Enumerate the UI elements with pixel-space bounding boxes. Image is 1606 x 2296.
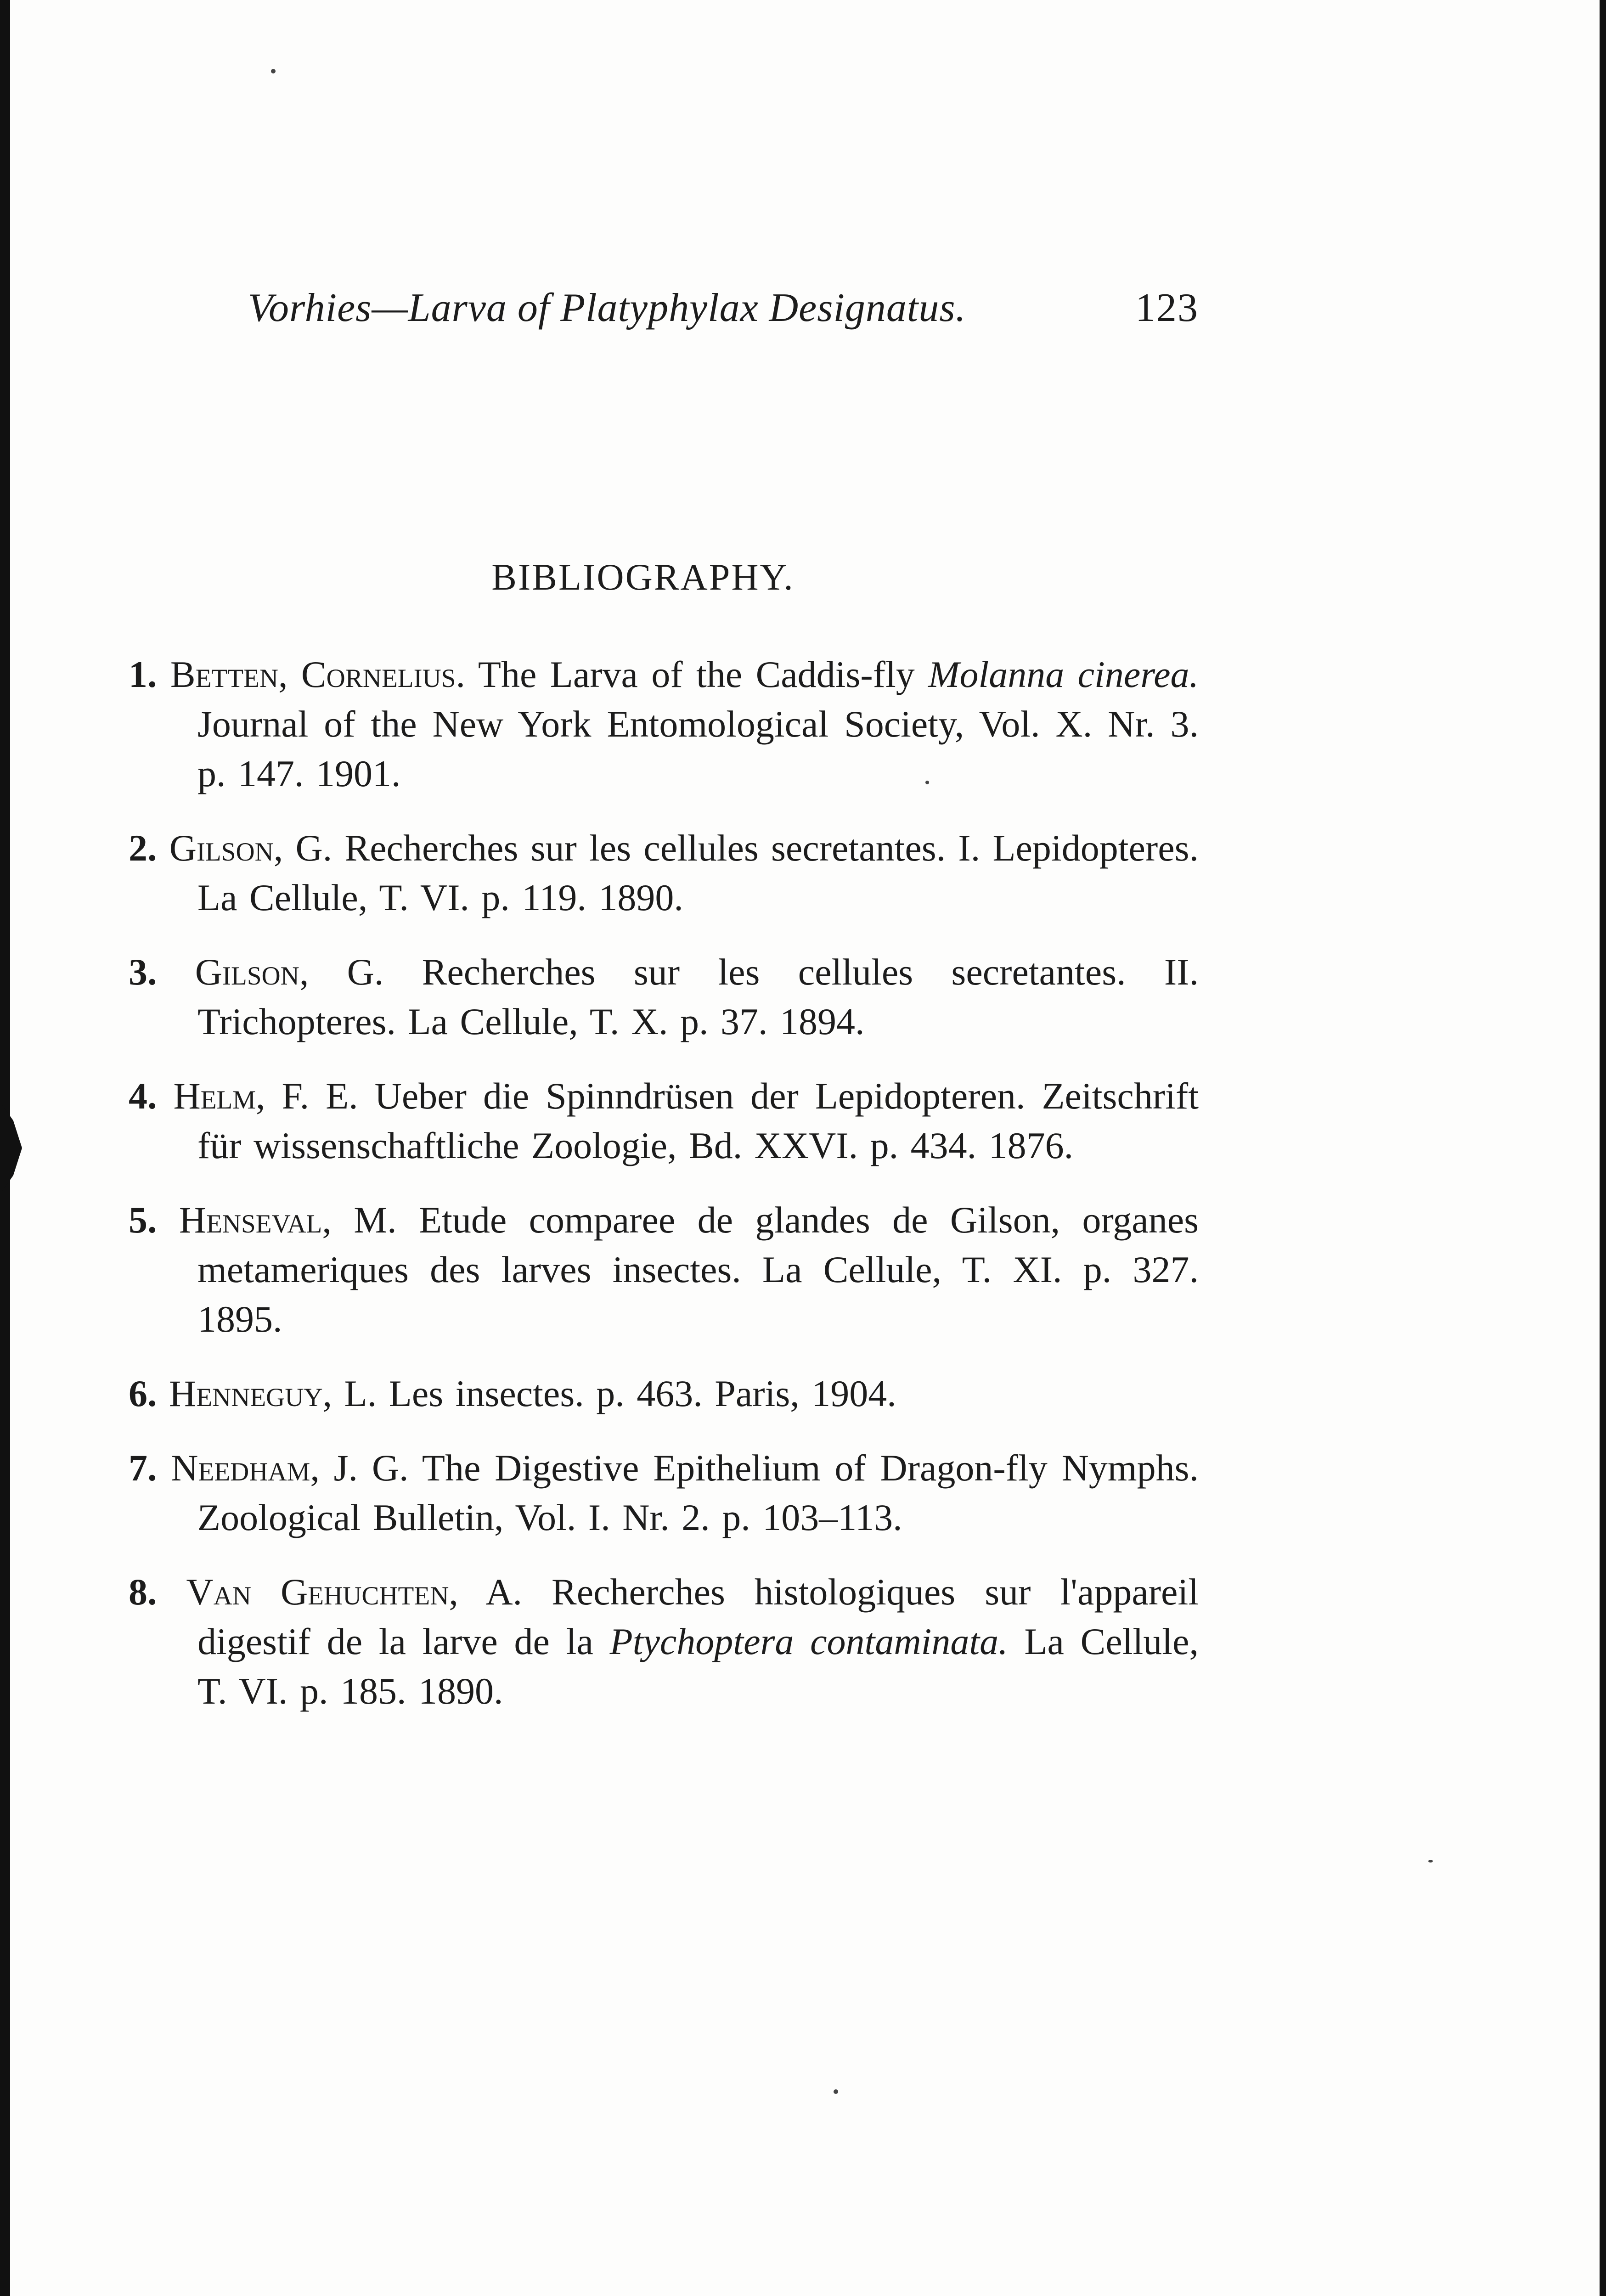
entry-text-tail: La Cellule, T. VI. p. 185. 1890. bbox=[197, 1621, 1199, 1712]
bibliography-entry bbox=[78, 947, 1199, 1047]
entry-text: Recherches sur les cellules secretantes. I. Lepidopteres. La Cellule, T. VI. p. 119. 1890. bbox=[197, 827, 1199, 918]
bibliography-entry bbox=[78, 823, 1199, 923]
page-number: 123 bbox=[1135, 286, 1199, 330]
bibliography-entry bbox=[78, 1195, 1199, 1344]
dust-speck bbox=[1428, 1860, 1433, 1863]
page-right-edge bbox=[1600, 0, 1606, 2296]
entry-author: Betten, Cornelius. bbox=[170, 653, 465, 695]
entry-text: L. Les insectes. p. 463. Paris, 1904. bbox=[332, 1373, 896, 1414]
entry-number: 5. bbox=[129, 1199, 157, 1241]
bibliography-entry bbox=[78, 1071, 1199, 1171]
entry-author: Henneguy, bbox=[169, 1373, 332, 1414]
entry-author: Van Gehuchten, bbox=[186, 1571, 458, 1613]
entry-text: J. G. The Digestive Epithelium of Dragon-fly Nymphs. Zoological Bulletin, Vol. I. Nr. 2. p. 103–113. bbox=[197, 1447, 1199, 1538]
entry-author: Henseval, bbox=[179, 1199, 332, 1241]
entry-number: 2. bbox=[129, 827, 157, 869]
bibliography-entry bbox=[78, 650, 1199, 799]
entry-number: 3. bbox=[129, 951, 157, 993]
entry-number: 8. bbox=[129, 1571, 157, 1613]
entry-italic-title: Molanna cinerea. bbox=[928, 653, 1199, 695]
entry-number: 6. bbox=[129, 1373, 157, 1414]
dust-speck bbox=[271, 69, 276, 73]
dust-speck bbox=[834, 2089, 838, 2094]
running-title: Vorhies—Larva of Platyphylax Designatus. bbox=[248, 286, 966, 330]
bibliography-entry bbox=[78, 1443, 1199, 1542]
entry-number: 4. bbox=[129, 1075, 157, 1117]
entry-author: Needham, bbox=[171, 1447, 320, 1489]
entry-text-tail: Journal of the New York Entomological Society, Vol. X. Nr. 3. p. 147. 1901. bbox=[197, 703, 1199, 794]
entry-text: M. Etude comparee de glandes de Gilson, organes metameriques des larves insectes. La Cellule, T. XI. p. 327. 1895. bbox=[197, 1199, 1199, 1340]
entry-text: F. E. Ueber die Spinndrüsen der Lepidopteren. Zeitschrift für wissenschaftliche Zoologie, Bd. XXVI. p. 434. 1876. bbox=[197, 1075, 1199, 1166]
entry-author: Helm, bbox=[173, 1075, 265, 1117]
entry-author: Gilson, G. bbox=[169, 827, 332, 869]
entry-text: A. Recherches histologiques sur l'appareil digestif de la larve de la bbox=[197, 1571, 1199, 1662]
entry-author: Gilson, G. bbox=[195, 951, 384, 993]
bibliography-entry bbox=[78, 1567, 1199, 1716]
entry-italic-title: Ptychoptera contaminata. bbox=[609, 1621, 1008, 1662]
binding-tab-mark bbox=[0, 1102, 22, 1194]
bibliography-entry bbox=[78, 1369, 1199, 1418]
entry-number: 7. bbox=[129, 1447, 157, 1489]
entry-number: 1. bbox=[129, 653, 157, 695]
running-head bbox=[248, 285, 1199, 349]
bibliography-heading: BIBLIOGRAPHY. bbox=[491, 556, 795, 598]
entry-text: Recherches sur les cellules secretantes. II. Trichopteres. La Cellule, T. X. p. 37. 1894. bbox=[197, 951, 1199, 1042]
bibliography-list bbox=[78, 650, 1199, 1741]
entry-text: The Larva of the Caddis-fly bbox=[465, 653, 929, 695]
